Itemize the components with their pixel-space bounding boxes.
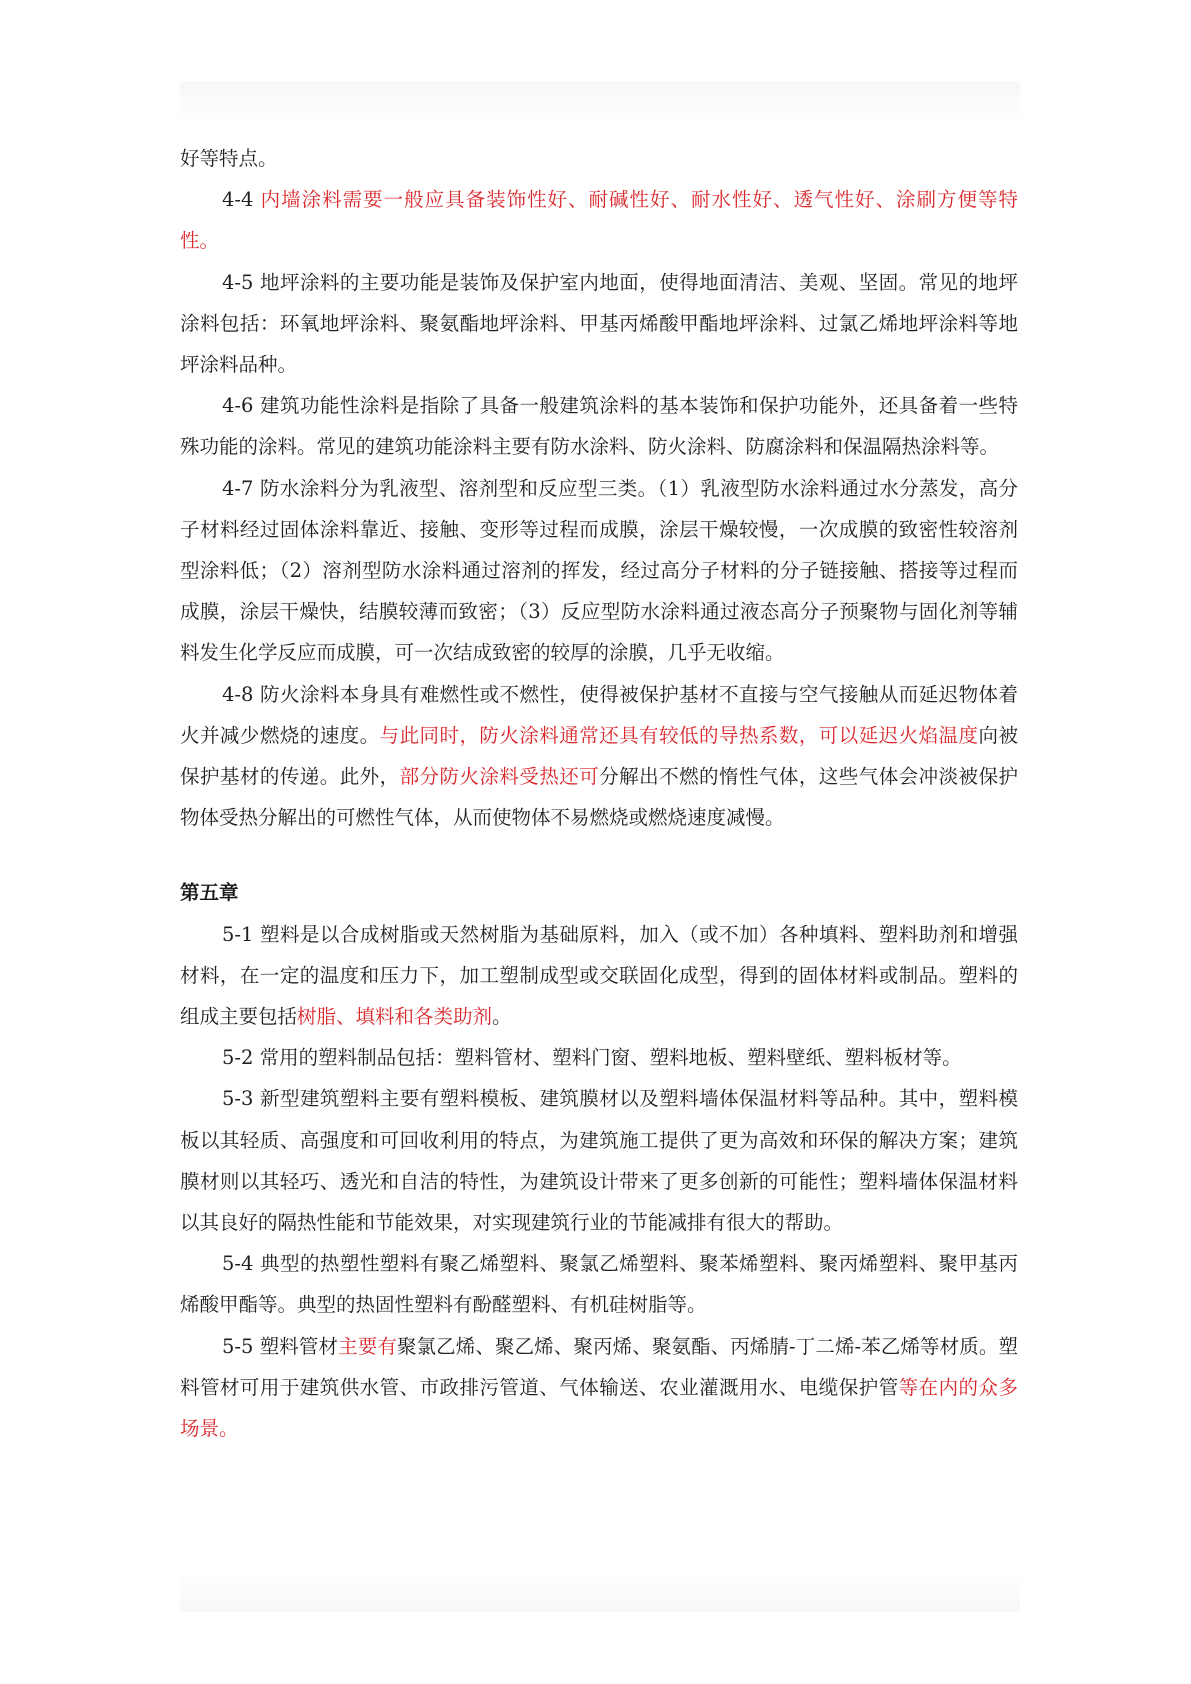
body-text: 4-6 建筑功能性涂料是指除了具备一般建筑涂料的基本装饰和保护功能外，还具备着一些特殊功能的涂料。常见的建筑功能涂料主要有防水涂料、防火涂料、防腐涂料和保温隔热涂料等。	[180, 394, 1018, 459]
chapter-5-section	[180, 914, 1018, 1450]
body-text: 4-8 防火涂料本身具有难燃性或不燃性，使得被保护基材不直接与空气接触从而延迟物体着火并减少燃烧的速度。	[180, 682, 1018, 747]
paragraph	[180, 385, 1018, 467]
body-text: 。	[492, 1005, 512, 1029]
paragraph	[180, 914, 1018, 1038]
body-text: 向被保护基材的传递。此外，	[180, 723, 1018, 789]
paragraph	[180, 1078, 1018, 1243]
highlighted-text: 内墙涂料需要一般应具备装饰性好、耐碱性好、耐水性好、透气性好、涂刷方便等特性。	[180, 188, 1018, 253]
body-text: 5-5 塑料管材	[222, 1334, 339, 1358]
body-text: 5-2 常用的塑料制品包括：塑料管材、塑料门窗、塑料地板、塑料壁纸、塑料板材等。	[222, 1046, 962, 1070]
body-text: 4-7 防水涂料分为乳液型、溶剂型和反应型三类。（1）乳液型防水涂料通过水分蒸发，高分子材料经过固体涂料靠近、接触、变形等过程而成膜，涂层干燥较慢，一次成膜的致密性较溶剂型涂料低；（2）溶剂型防水涂料通过溶剂的挥发，经过高分子材料的分子链接触、搭接等过程而成膜，涂层干燥快，结膜较薄而致密；（3）反应型防水涂料通过液态高分子预聚物与固化剂等辅料发生化学反应而成膜，可一次结成致密的较厚的涂膜，几乎无收缩。	[180, 476, 1018, 665]
paragraph	[180, 1037, 1018, 1078]
chapter-5-title: 第五章	[180, 881, 239, 905]
body-text: 聚氯乙烯、聚乙烯、聚丙烯、聚氨酯、丙烯腈-丁二烯-苯乙烯等材质。塑料管材可用于建筑供水管、市政排污管道、气体输送、农业灌溉用水、电缆保护管	[180, 1334, 1018, 1399]
chapter-4-section	[180, 138, 1018, 838]
body-text: 分解出不燃的惰性气体，这些气体会冲淡被保护物体受热分解出的可燃性气体，从而使物体不易燃烧或燃烧速度减慢。	[180, 765, 1018, 830]
paragraph	[180, 468, 1018, 674]
body-text: 5-3 新型建筑塑料主要有塑料模板、建筑膜材以及塑料墙体保温材料等品种。其中，塑料模板以其轻质、高强度和可回收利用的特点，为建筑施工提供了更为高效和环保的解决方案；建筑膜材则以其轻巧、透光和自洁的特性，为建筑设计带来了更多创新的可能性；塑料墙体保温材料以其良好的隔热性能和节能效果，对实现建筑行业的节能减排有很大的帮助。	[180, 1087, 1018, 1235]
highlighted-text: 与此同时，防火涂料通常还具有较低的导热系数，可以延迟火焰温度	[379, 723, 979, 747]
highlighted-text: 主要有	[338, 1334, 397, 1358]
body-text: 5-4 典型的热塑性塑料有聚乙烯塑料、聚氯乙烯塑料、聚苯烯塑料、聚丙烯塑料、聚甲基丙烯酸甲酯等。典型的热固性塑料有酚醛塑料、有机硅树脂等。	[180, 1252, 1018, 1317]
paragraph	[180, 138, 1018, 179]
paragraph	[180, 1326, 1018, 1450]
document-body	[180, 138, 1018, 1449]
paragraph	[180, 1243, 1018, 1325]
body-text: 4-4	[222, 188, 261, 212]
body-text: 好等特点。	[180, 147, 278, 170]
highlighted-text: 部分防火涂料受热还可	[399, 765, 600, 789]
page-bottom-shade	[180, 1572, 1020, 1612]
highlighted-text: 等在内的众多场景。	[180, 1375, 1018, 1441]
body-text: 5-1 塑料是以合成树脂或天然树脂为基础原料，加入（或不加）各种填料、塑料助剂和增强材料，在一定的温度和压力下，加工塑制成型或交联固化成型，得到的固体材料或制品。塑料的组成主要包括	[180, 922, 1018, 1029]
paragraph	[180, 674, 1018, 839]
page-top-shade	[180, 82, 1020, 122]
body-text: 4-5 地坪涂料的主要功能是装饰及保护室内地面，使得地面清洁、美观、坚固。常见的地坪涂料包括：环氧地坪涂料、聚氨酯地坪涂料、甲基丙烯酸甲酯地坪涂料、过氯乙烯地坪涂料等地坪涂料品种。	[180, 270, 1018, 377]
paragraph	[180, 179, 1018, 261]
highlighted-text: 树脂、填料和各类助剂	[297, 1005, 493, 1029]
paragraph	[180, 262, 1018, 386]
